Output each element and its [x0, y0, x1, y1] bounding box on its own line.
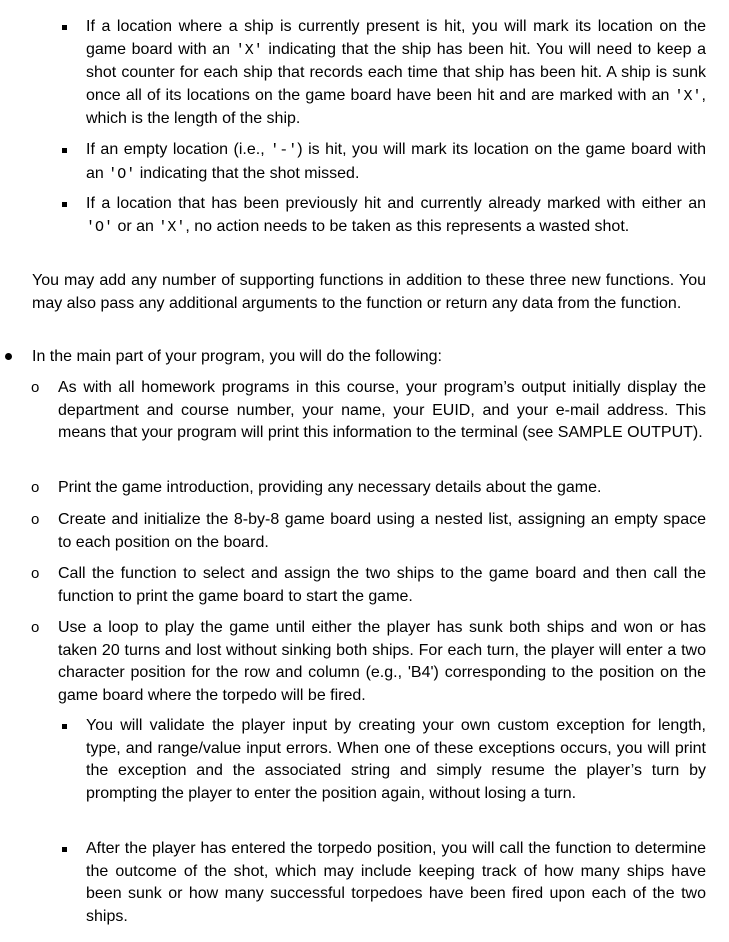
circle-item-5: Use a loop to play the game until either the player has sunk both ships and won or has taken 20 turns and lost without sinking both ships. For each turn, the player will enter a two character position for the row and column (e.g., 'B4') corresponding to the position on the game board where the torpedo will be fired.: [58, 619, 706, 704]
code-run: 'O': [108, 165, 136, 183]
code-run: 'X': [235, 41, 263, 59]
code-run: '-': [270, 142, 298, 159]
text-run: indicating that the shot missed.: [135, 164, 360, 182]
circle-bullet-icon: o: [31, 479, 40, 496]
dot-bullet-icon: [5, 353, 12, 360]
circle-item-2: Print the game introduction, providing any necessary details about the game.: [58, 479, 602, 496]
loop-sub-item-1: You will validate the player input by creating your own custom exception for length, type, and range/value input errors. When one of these exceptions occurs, you will print the exception and the associated string and simply resume the player’s turn by prompting the player to enter the position again, without losing a turn.: [86, 717, 706, 802]
text-run: If an empty location (i.e.,: [86, 141, 271, 158]
sq-item-1: [86, 16, 706, 131]
text-run: If a location where a ship is currently present is hit, you will mark its location on the game board with an: [86, 18, 706, 58]
text-run: indicating that the ship has been hit. You will need to keep a shot counter for each ship that records each time that ship has been hit. A ship is sunk once all of its locations on the game board have been hit and are marked with an: [86, 40, 706, 104]
text-run: , no action needs to be taken as this represents a wasted shot.: [185, 217, 630, 235]
circle-item-1: As with all homework programs in this course, your program’s output initially display the department and course number, your name, your EUID, and your e-mail address. This means that your program will print this information to the terminal (see SAMPLE OUTPUT).: [58, 379, 706, 442]
sq-item-2: [86, 139, 706, 186]
square-bullet-icon: [62, 724, 67, 729]
text-run: If a location that has been previously hit and currently already marked with either an: [86, 195, 706, 212]
code-run: 'X': [674, 87, 702, 105]
text-run: ) is hit, you will mark its location on the game board with an: [86, 141, 707, 182]
main-bullet-text: In the main part of your program, you will do the following:: [32, 348, 442, 365]
square-bullet-icon: [62, 148, 67, 153]
sq-item-3: [86, 193, 706, 239]
circle-bullet-icon: o: [31, 379, 40, 396]
square-bullet-icon: [62, 202, 67, 207]
text-run: , which is the length of the ship.: [86, 86, 706, 128]
loop-sub-item-2: After the player has entered the torpedo position, you will call the function to determine the outcome of the shot, which may include keeping track of how many ships have been sunk or how many successful torpedoes have been fired upon each of the two ships.: [86, 840, 706, 925]
code-run: 'X': [158, 218, 186, 236]
text-run: or an: [113, 217, 159, 235]
code-run: 'O': [86, 218, 114, 236]
circle-item-3: Create and initialize the 8-by-8 game board using a nested list, assigning an empty space to each position on the board.: [58, 511, 706, 551]
supporting-paragraph: You may add any number of supporting functions in addition to these three new functions. You may also pass any additional arguments to the function or return any data from the function.: [32, 272, 706, 312]
circle-bullet-icon: o: [31, 511, 40, 528]
square-bullet-icon: [62, 847, 67, 852]
circle-bullet-icon: o: [31, 619, 40, 636]
circle-bullet-icon: o: [31, 565, 40, 582]
square-bullet-icon: [62, 25, 67, 30]
circle-item-4: Call the function to select and assign the two ships to the game board and then call the function to print the game board to start the game.: [58, 565, 706, 605]
